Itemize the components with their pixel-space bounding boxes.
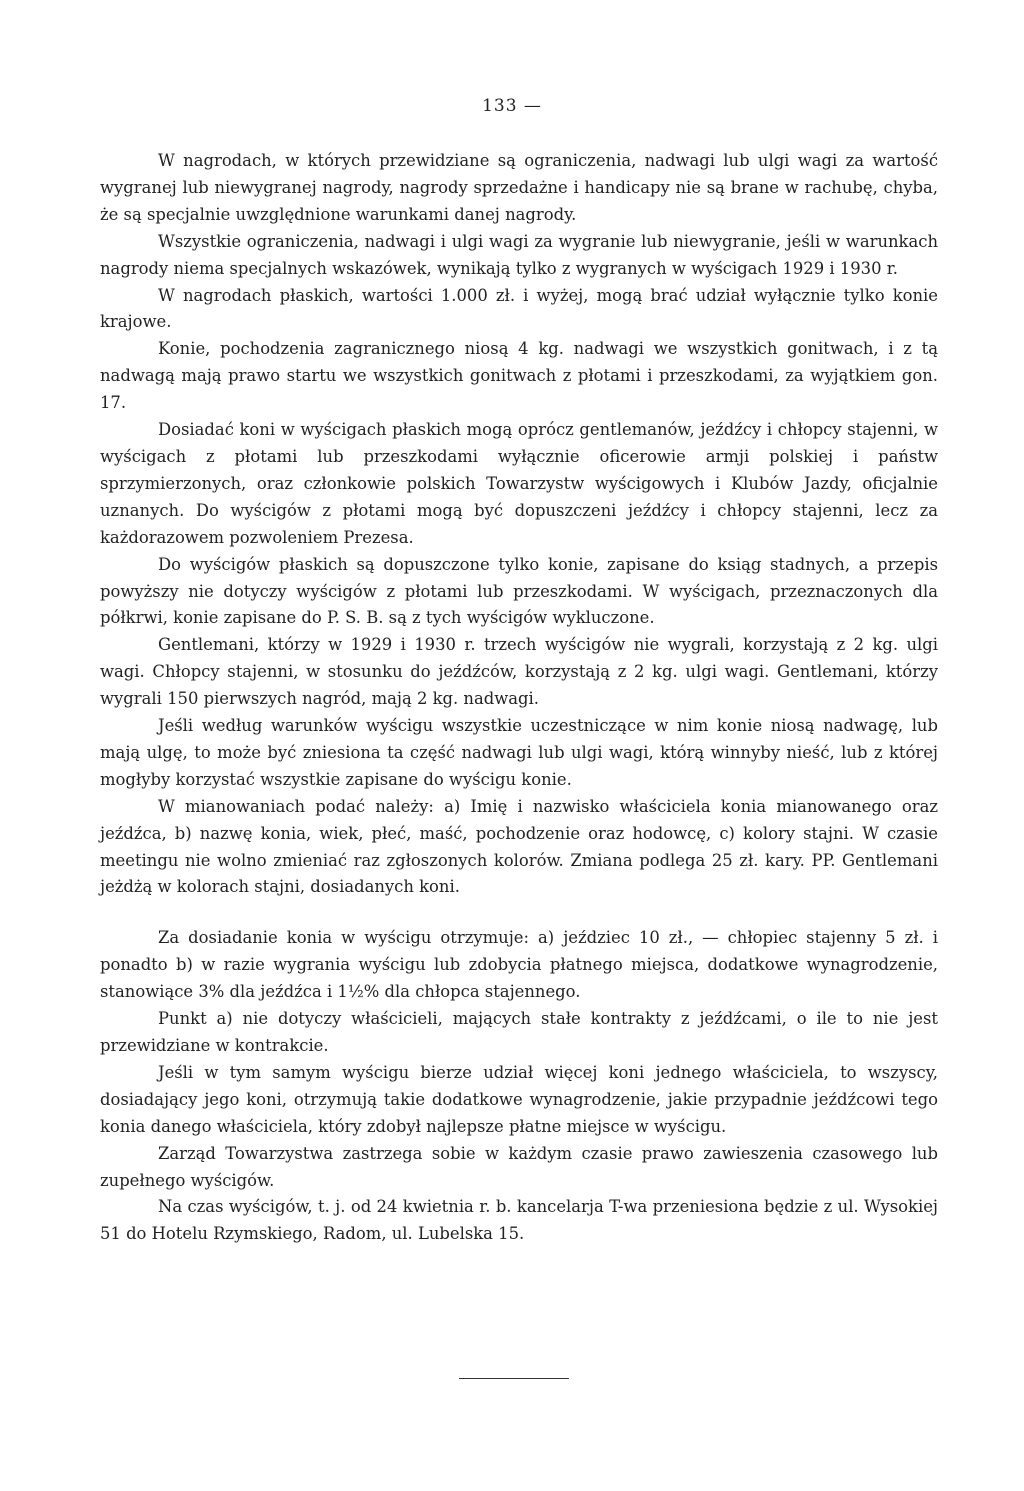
paragraph: Zarząd Towarzystwa zastrzega sobie w każdym czasie prawo zawieszenia czasowego lub zupełnego wyścigów. bbox=[100, 1143, 938, 1190]
paragraph: W nagrodach, w których przewidziane są ograniczenia, nadwagi lub ulgi wagi za wartość wygranej lub niewygranej nagrody, nagrody sprzedażne i handicapy nie są brane w rachubę, chyba, że są specjalnie uwzględnione warunkami danej nagrody. bbox=[100, 151, 938, 224]
paragraph: Wszystkie ograniczenia, nadwagi i ulgi wagi za wygranie lub niewygranie, jeśli w warunkach nagrody niema specjalnych wskazówek, wynikają tylko z wygranych w wyścigach 1929 i 1930 r. bbox=[100, 231, 938, 278]
paragraph: Konie, pochodzenia zagranicznego niosą 4 kg. nadwagi we wszystkich gonitwach, i z tą nadwagą mają prawo startu we wszystkich gonitwach z płotami i przeszkodami, za wyjątkiem gon. 17. bbox=[100, 339, 938, 413]
page-number: 133 — bbox=[482, 96, 542, 116]
body-text bbox=[100, 148, 938, 1248]
end-rule bbox=[459, 1378, 569, 1379]
paragraph: Za dosiadanie konia w wyścigu otrzymuje: a) jeździec 10 zł., — chłopiec stajenny 5 zł. i ponadto b) w razie wygrania wyścigu lub zdobycia płatnego miejsca, dodatkowe wynagrodzenie, stanowiące 3% dla jeźdźca i 1½% dla chłopca stajennego. bbox=[100, 928, 938, 1002]
paragraph: Do wyścigów płaskich są dopuszczone tylko konie, zapisane do ksiąg stadnych, a przepis powyższy nie dotyczy wyścigów z płotami lub przeszkodami. W wyścigach, przeznaczonych dla półkrwi, konie zapisane do P. S. B. są z tych wyścigów wykluczone. bbox=[100, 554, 938, 628]
paragraph: Punkt a) nie dotyczy właścicieli, mających stałe kontrakty z jeźdźcami, o ile to nie jest przewidziane w kontrakcie. bbox=[100, 1009, 938, 1055]
paragraph: W nagrodach płaskich, wartości 1.000 zł. i wyżej, mogą brać udział wyłącznie tylko konie krajowe. bbox=[100, 285, 938, 332]
paragraph: W mianowaniach podać należy: a) Imię i nazwisko właściciela konia mianowanego oraz jeźdźca, b) nazwę konia, wiek, płeć, maść, pochodzenie oraz hodowcę, c) kolory stajni. W czasie meetingu nie wolno zmieniać raz zgłoszonych kolorów. Zmiana podlega 25 zł. kary. PP. Gentlemani jeżdżą w kolorach stajni, dosiadanych koni. bbox=[100, 796, 938, 897]
paragraph: Jeśli według warunków wyścigu wszystkie uczestniczące w nim konie niosą nadwagę, lub mają ulgę, to może być zniesiona ta część nadwagi lub ulgi wagi, którą winnyby nieść, lub z której mogłyby korzystać wszystkie zapisane do wyścigu konie. bbox=[100, 716, 938, 789]
paragraph: Jeśli w tym samym wyścigu bierze udział więcej koni jednego właściciela, to wszyscy, dosiadający jego koni, otrzymują takie dodatkowe wynagrodzenie, jakie przypadnie jeźdźcowi tego konia danego właściciela, który zdobył najlepsze płatne miejsce w wyścigu. bbox=[100, 1062, 938, 1136]
paragraph: Dosiadać koni w wyścigach płaskich mogą oprócz gentlemanów, jeźdźcy i chłopcy stajenni, w wyścigach z płotami lub przeszkodami wyłącznie oficerowie armji polskiej i państw sprzymierzonych, oraz członkowie polskich Towarzystw wyścigowych i Klubów Jazdy, oficjalnie uznanych. Do wyścigów z płotami mogą być dopuszczeni jeźdźcy i chłopcy stajenni, lecz za każdorazowem pozwoleniem Prezesa. bbox=[100, 420, 938, 547]
paragraph: Na czas wyścigów, t. j. od 24 kwietnia r. b. kancelarja T-wa przeniesiona będzie z ul. Wysokiej 51 do Hotelu Rzymskiego, Radom, ul. Lubelska 15. bbox=[100, 1197, 938, 1244]
paragraph: Gentlemani, którzy w 1929 i 1930 r. trzech wyścigów nie wygrali, korzystają z 2 kg. ulgi wagi. Chłopcy stajenni, w stosunku do jeźdźców, korzystają z 2 kg. ulgi wagi. Gentlemani, którzy wygrali 150 pierwszych nagród, mają 2 kg. nadwagi. bbox=[100, 635, 938, 709]
